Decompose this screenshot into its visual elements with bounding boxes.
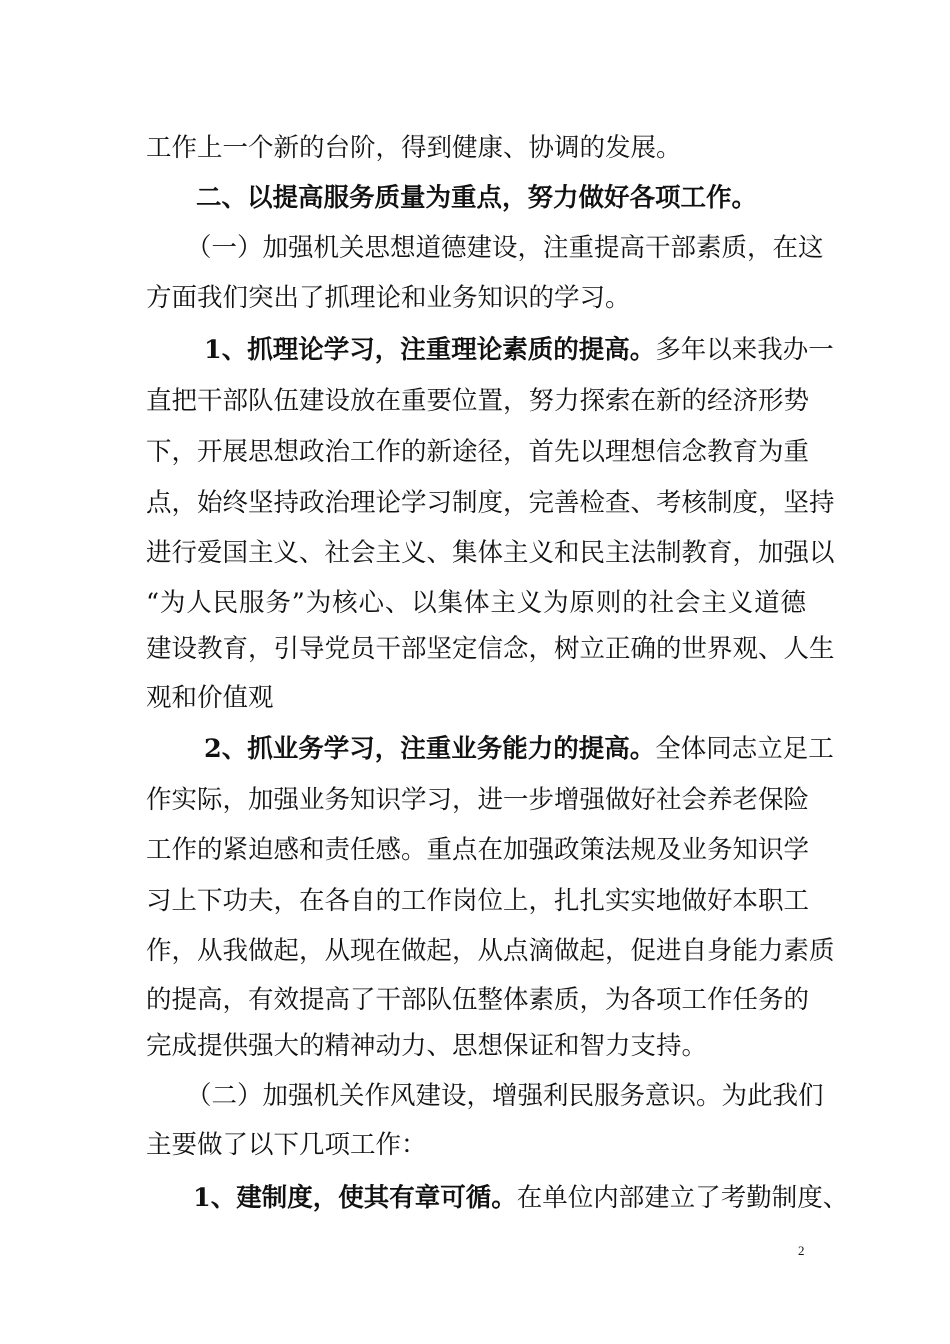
text-line [146,578,806,628]
text-line [146,427,810,477]
line-text: 进行爱国主义、社会主义、集体主义和民主法制教育，加强以 [146,538,835,568]
line-text: 方面我们突出了抓理论和业务知识的学习。 [146,283,631,313]
text-line [204,724,834,774]
line-text: 点，始终坚持政治理论学习制度，完善检查、考核制度，坚持 [146,488,835,518]
line-text: 工作的紧迫感和责任感。重点在加强政策法规及业务知识学 [146,835,810,865]
line-text: 在单位内部建立了考勤制度、 [516,1183,849,1213]
text-line [146,273,806,323]
text-line [146,975,810,1025]
text-line [146,775,810,825]
line-text: 多年以来我办一 [655,335,834,365]
line-text: “为人民服务”为核心、以集体主义为原则的社会主义道德 [146,588,806,618]
text-line [146,1021,806,1071]
line-text: 观和价值观 [146,683,274,713]
line-text: 直把干部队伍建设放在重要位置，努力探索在新的经济形势 [146,386,810,416]
text-line [193,1173,849,1223]
line-text: （一）加强机关思想道德建设，注重提高干部素质，在这 [186,233,824,263]
text-line [146,528,835,578]
section-heading [196,173,756,223]
subheading-text: 1、抓理论学习，注重理论素质的提高。 [204,335,656,365]
text-line [146,123,806,173]
line-text: 作，从我做起，从现在做起，从点滴做起，促进自身能力素质 [146,936,835,966]
line-text: 完成提供强大的精神动力、思想保证和智力支持。 [146,1031,708,1061]
text-line [146,876,810,926]
line-text: 作实际，加强业务知识学习，进一步增强做好社会养老保险 [146,785,810,815]
text-line [146,1120,806,1170]
subheading-text: 2、抓业务学习，注重业务能力的提高。 [204,734,656,764]
text-line [146,478,835,528]
line-text: 二、以提高服务质量为重点，努力做好各项工作。 [196,183,758,213]
text-line [146,673,806,723]
page-number: 2 [798,1243,805,1258]
text-line [204,325,834,375]
text-line [186,223,824,273]
line-text: 工作上一个新的台阶，得到健康、协调的发展。 [146,133,682,163]
line-text: 全体同志立足工 [655,734,834,764]
text-line [146,624,835,674]
text-line [186,1071,824,1121]
line-text: 的提高，有效提高了干部队伍整体素质，为各项工作任务的 [146,985,810,1015]
line-text: 建设教育，引导党员干部坚定信念，树立正确的世界观、人生 [146,634,835,664]
text-line [146,376,810,426]
subheading-text: 1、建制度，使其有章可循。 [193,1183,517,1213]
text-line [146,926,835,976]
line-text: （二）加强机关作风建设，增强利民服务意识。为此我们 [186,1081,824,1111]
line-text: 主要做了以下几项工作： [146,1130,427,1160]
text-line [146,825,810,875]
line-text: 下，开展思想政治工作的新途径，首先以理想信念教育为重 [146,437,810,467]
line-text: 习上下功夫，在各自的工作岗位上，扎扎实实地做好本职工 [146,886,810,916]
